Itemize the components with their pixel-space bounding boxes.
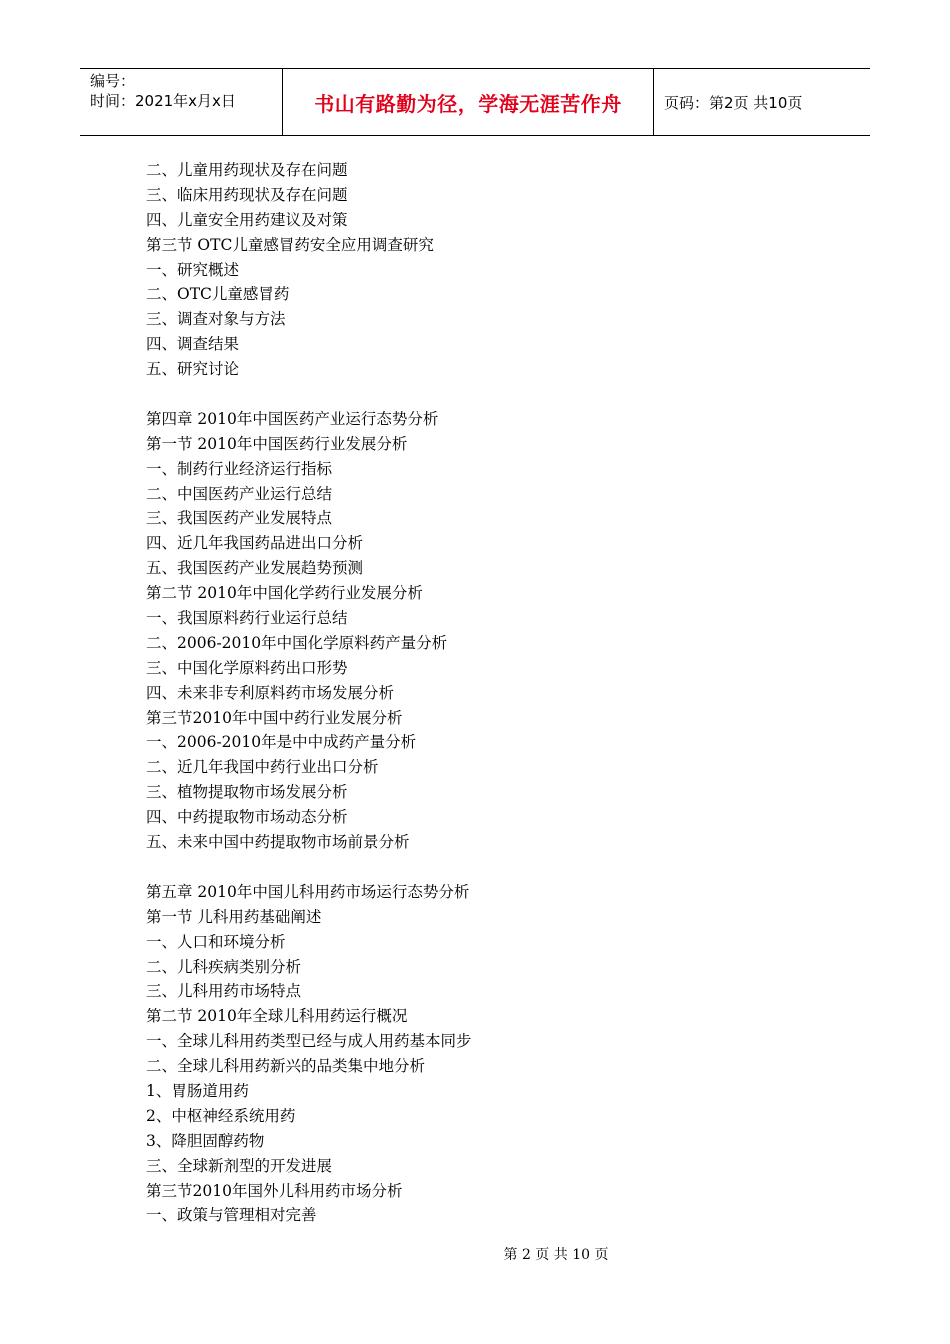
toc-entry: 第一节 儿科用药基础阐述	[146, 907, 322, 926]
toc-entry: 四、近几年我国药品进出口分析	[146, 534, 364, 553]
toc-entry: 五、研究讨论	[146, 360, 240, 379]
header-page-label: 页码：第2页 共10页	[664, 93, 803, 112]
toc-entry: 一、制药行业经济运行指标	[146, 459, 333, 478]
toc-entry: 二、近几年我国中药行业出口分析	[146, 758, 379, 777]
toc-entry: 第三节 OTC儿童感冒药安全应用调查研究	[146, 235, 434, 254]
toc-entry: 第二节 2010年中国化学药行业发展分析	[146, 584, 423, 603]
toc-entry: 二、儿童用药现状及存在问题	[146, 161, 348, 179]
toc-entry: 2、中枢神经系统用药	[146, 1106, 296, 1125]
toc-entry: 五、未来中国中药提取物市场前景分析	[146, 833, 410, 852]
number-label: 编号：	[90, 72, 136, 90]
toc-entry: 四、未来非专利原料药市场发展分析	[146, 683, 395, 702]
toc-entry: 三、全球新剂型的开发进展	[146, 1156, 333, 1175]
toc-entry: 三、植物提取物市场发展分析	[146, 783, 348, 802]
toc-entry: 五、我国医药产业发展趋势预测	[146, 559, 364, 578]
toc-entry: 第四章 2010年中国医药产业运行态势分析	[146, 409, 439, 428]
toc-entry: 二、中国医药产业运行总结	[146, 484, 333, 503]
toc-entry: 一、政策与管理相对完善	[146, 1206, 317, 1225]
toc-entry: 三、调查对象与方法	[146, 310, 286, 329]
header-table	[80, 68, 870, 136]
toc-entry: 四、儿童安全用药建议及对策	[146, 210, 348, 229]
toc-spacer	[146, 855, 846, 880]
toc-entry: 第三节2010年国外儿科用药市场分析	[146, 1181, 403, 1200]
footer-page-number: 第 2 页 共 10 页	[503, 1247, 609, 1263]
toc-entry: 一、我国原料药行业运行总结	[146, 609, 348, 628]
toc-entry: 第五章 2010年中国儿科用药市场运行态势分析	[146, 882, 470, 901]
toc-entry: 四、调查结果	[146, 335, 240, 354]
header-meta	[80, 69, 282, 135]
toc-entry: 三、儿科用药市场特点	[146, 982, 302, 1001]
toc-entry: 一、全球儿科用药类型已经与成人用药基本同步	[146, 1032, 472, 1051]
toc-entry: 3、降胆固醇药物	[146, 1131, 265, 1150]
toc-entry: 二、全球儿科用药新兴的品类集中地分析	[146, 1057, 426, 1076]
header-motto: 书山有路勤为径，学海无涯苦作舟	[282, 69, 654, 135]
toc-entry: 三、临床用药现状及存在问题	[146, 185, 348, 204]
time-label: 时间：2021年x月x日	[90, 92, 236, 110]
toc-entry: 1、胃肠道用药	[146, 1081, 249, 1100]
toc-entry: 二、2006-2010年中国化学原料药产量分析	[146, 633, 448, 652]
table-of-contents	[146, 158, 846, 1228]
toc-entry: 第三节2010年中国中药行业发展分析	[146, 708, 403, 727]
toc-entry: 四、中药提取物市场动态分析	[146, 808, 348, 827]
page-footer	[0, 1244, 950, 1264]
toc-entry: 第一节 2010年中国医药行业发展分析	[146, 434, 408, 453]
toc-entry: 一、2006-2010年是中中成药产量分析	[146, 733, 417, 752]
toc-entry: 二、儿科疾病类别分析	[146, 957, 302, 976]
toc-entry: 一、人口和环境分析	[146, 932, 286, 951]
toc-entry: 三、中国化学原料药出口形势	[146, 658, 348, 677]
toc-spacer	[146, 382, 846, 407]
toc-entry: 三、我国医药产业发展特点	[146, 509, 333, 528]
toc-entry: 二、OTC儿童感冒药	[146, 285, 290, 304]
toc-entry: 第二节 2010年全球儿科用药运行概况	[146, 1007, 408, 1026]
toc-entry: 一、研究概述	[146, 260, 240, 279]
